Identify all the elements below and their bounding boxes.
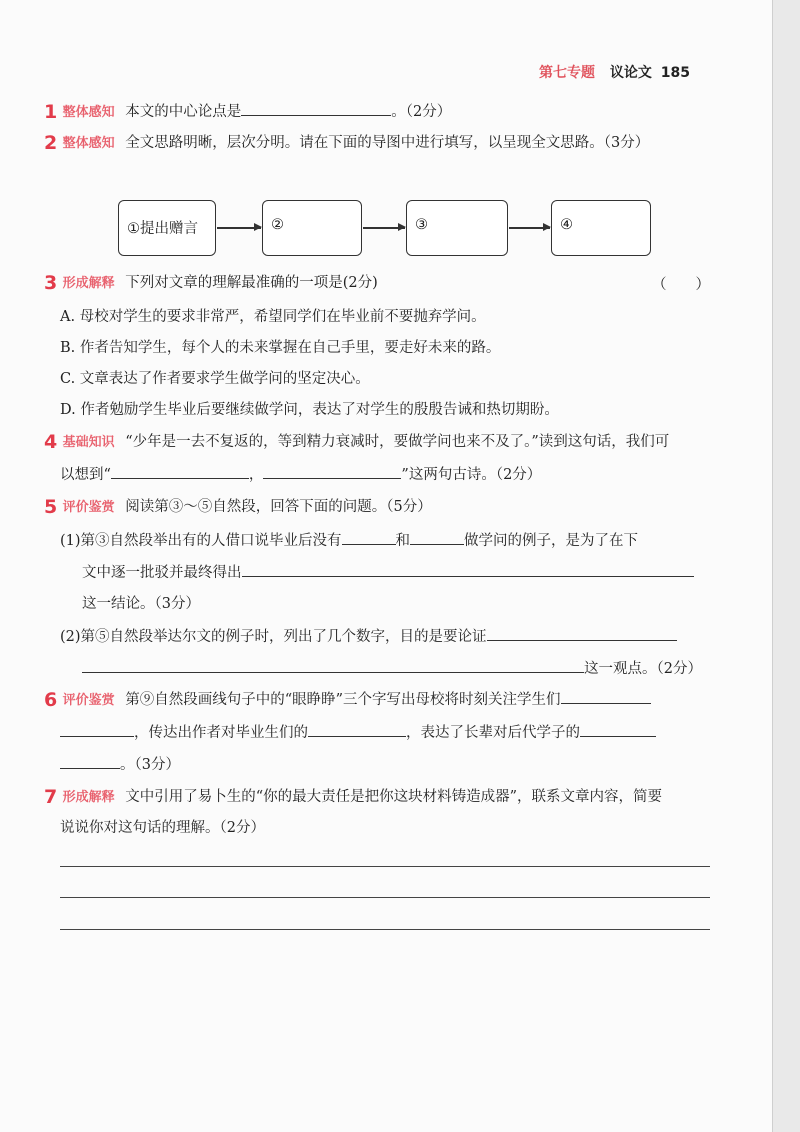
question-number: 5 bbox=[44, 496, 58, 518]
question-text: 和 bbox=[395, 533, 411, 549]
question-text: ”这两句古诗。（2分） bbox=[401, 467, 542, 483]
question-6-line-3 bbox=[60, 754, 180, 775]
sub-question-2-line-2 bbox=[82, 658, 702, 679]
question-1 bbox=[44, 101, 451, 123]
question-number: 7 bbox=[44, 786, 58, 808]
option-b[interactable]: B. 作者告知学生，每个人的未来掌握在自己手里，要走好未来的路。 bbox=[60, 340, 501, 356]
question-5 bbox=[44, 497, 432, 518]
question-6-line-2 bbox=[60, 722, 656, 743]
question-text: 文中逐一批驳并最终得出 bbox=[82, 565, 242, 581]
question-4 bbox=[44, 432, 669, 453]
question-text: “少年是一去不复返的，等到精力衰减时，要做学问也来不及了。”读到这句话，我们可 bbox=[125, 434, 670, 450]
question-number: 6 bbox=[44, 689, 58, 711]
sub-question-1-line-2 bbox=[82, 562, 694, 583]
answer-blank[interactable] bbox=[580, 722, 656, 737]
question-text: 文中引用了易卜生的“你的最大责任是把你这块材料铸造成器”，联系文章内容，简要 bbox=[125, 789, 663, 805]
question-text: 阅读第③～⑤自然段，回答下面的问题。（5分） bbox=[125, 499, 432, 515]
running-header bbox=[539, 62, 690, 82]
answer-blank[interactable] bbox=[242, 562, 694, 577]
question-4-line-2 bbox=[60, 464, 541, 485]
question-2 bbox=[44, 133, 649, 154]
question-text: (1)第③自然段举出有的人借口说毕业后没有 bbox=[60, 533, 342, 549]
question-7-line-2: 说说你对这句话的理解。（2分） bbox=[60, 820, 265, 836]
question-tag: 评价鉴赏 bbox=[62, 500, 115, 515]
question-text: 这一观点。（2分） bbox=[584, 661, 702, 677]
question-text: ，传达出作者对毕业生们的 bbox=[134, 725, 308, 741]
question-text: 下列对文章的理解最准确的一项是(2分) bbox=[125, 275, 378, 291]
question-tag: 形成解释 bbox=[62, 790, 115, 805]
question-text: ， bbox=[248, 467, 264, 483]
question-text: ，表达了长辈对后代学子的 bbox=[406, 725, 580, 741]
flow-arrow bbox=[509, 227, 550, 229]
question-number: 1 bbox=[44, 101, 58, 123]
flow-box-1: ①提出赠言 bbox=[118, 200, 216, 256]
answer-blank[interactable] bbox=[263, 464, 401, 479]
question-text: 以想到“ bbox=[60, 467, 111, 483]
question-text: (2)第⑤自然段举达尔文的例子时，列出了几个数字，目的是要论证 bbox=[60, 629, 487, 645]
answer-blank[interactable] bbox=[487, 626, 677, 641]
question-text: 。（2分） bbox=[391, 104, 452, 120]
answer-blank[interactable] bbox=[241, 101, 391, 116]
question-tag: 整体感知 bbox=[62, 136, 115, 151]
answer-blank[interactable] bbox=[561, 689, 651, 704]
question-3 bbox=[44, 273, 378, 294]
question-tag: 整体感知 bbox=[62, 105, 115, 120]
option-d[interactable]: D. 作者勉励学生毕业后要继续做学问，表达了对学生的殷殷告诫和热切期盼。 bbox=[60, 402, 559, 418]
answer-line[interactable] bbox=[60, 866, 710, 867]
question-tag: 形成解释 bbox=[62, 276, 115, 291]
sub-question-1 bbox=[60, 530, 638, 551]
question-number: 2 bbox=[44, 132, 58, 154]
option-a[interactable]: A. 母校对学生的要求非常严，希望同学们在毕业前不要抛弃学问。 bbox=[60, 309, 486, 325]
question-number: 3 bbox=[44, 272, 58, 294]
question-text: 第⑨自然段画线句子中的“眼睁睁”三个字写出母校将时刻关注学生们 bbox=[125, 692, 561, 708]
question-text: 。（3分） bbox=[120, 757, 180, 773]
flow-arrow bbox=[363, 227, 405, 229]
flow-box-2[interactable]: ② bbox=[262, 200, 362, 256]
answer-blank[interactable] bbox=[82, 658, 584, 673]
flow-box-4[interactable]: ④ bbox=[551, 200, 651, 256]
flow-box-3[interactable]: ③ bbox=[406, 200, 508, 256]
answer-blank[interactable] bbox=[60, 722, 134, 737]
question-text: 做学问的例子，是为了在下 bbox=[464, 533, 639, 549]
genre-title: 议论文 bbox=[609, 65, 652, 81]
question-6 bbox=[44, 689, 651, 711]
question-7 bbox=[44, 787, 662, 808]
answer-line[interactable] bbox=[60, 929, 710, 930]
question-tag: 基础知识 bbox=[62, 435, 115, 450]
flow-arrow bbox=[217, 227, 261, 229]
sub-question-2 bbox=[60, 626, 677, 647]
question-tag: 评价鉴赏 bbox=[62, 693, 115, 708]
answer-parentheses[interactable]: （ ） bbox=[652, 277, 710, 293]
page-number: 185 bbox=[660, 65, 690, 81]
question-text: 全文思路明晰，层次分明。请在下面的导图中进行填写，以呈现全文思路。（3分） bbox=[125, 135, 650, 151]
answer-blank[interactable] bbox=[111, 464, 249, 479]
question-text: 本文的中心论点是 bbox=[125, 104, 242, 120]
question-number: 4 bbox=[44, 431, 58, 453]
answer-blank[interactable] bbox=[410, 530, 464, 545]
sub-question-1-line-3: 这一结论。（3分） bbox=[82, 596, 200, 612]
unit-title: 第七专题 bbox=[539, 65, 596, 81]
option-c[interactable]: C. 文章表达了作者要求学生做学问的坚定决心。 bbox=[60, 371, 370, 387]
answer-line[interactable] bbox=[60, 897, 710, 898]
answer-blank[interactable] bbox=[60, 754, 120, 769]
answer-blank[interactable] bbox=[308, 722, 406, 737]
answer-blank[interactable] bbox=[342, 530, 396, 545]
